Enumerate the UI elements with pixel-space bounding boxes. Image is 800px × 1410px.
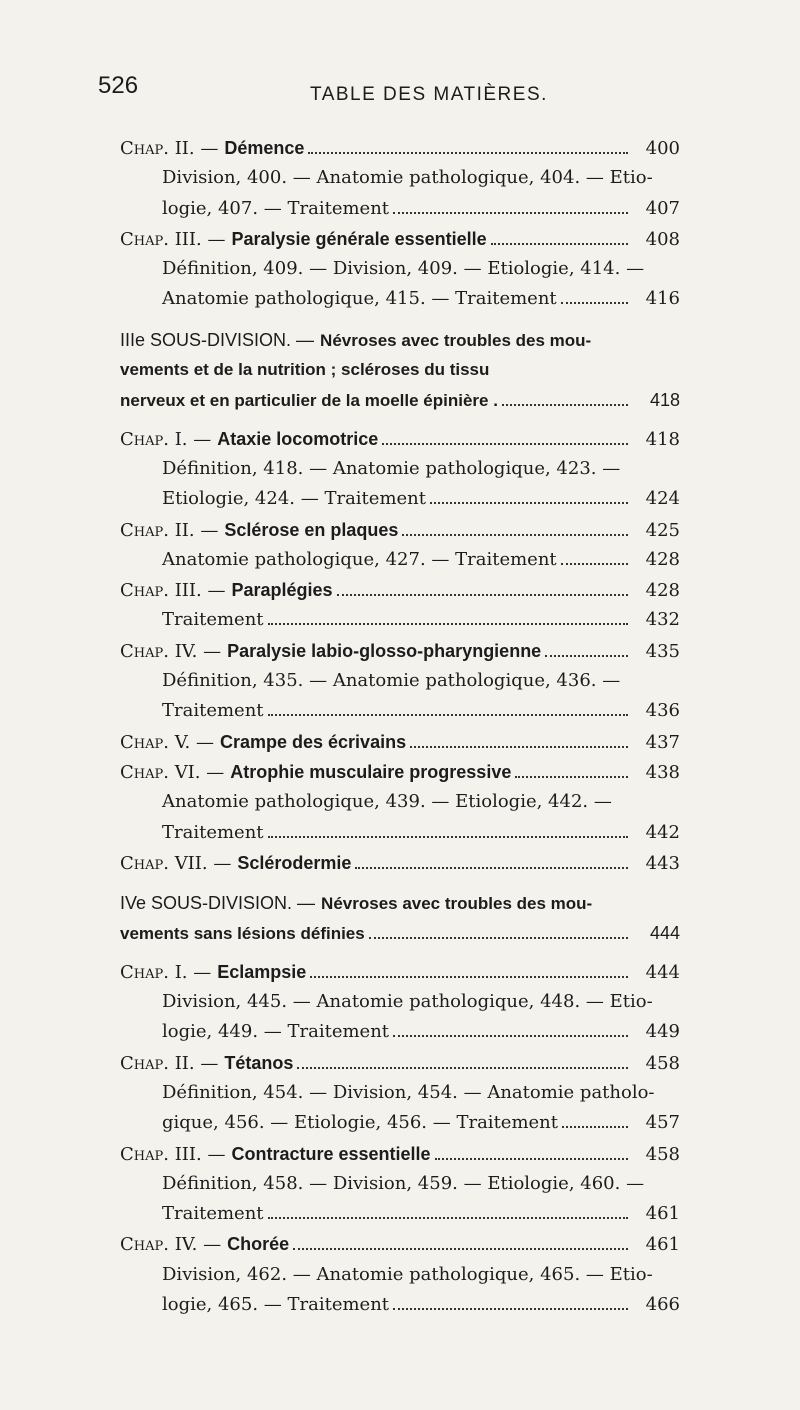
toc-row [120,515,680,545]
dot-leader [308,152,628,154]
subdivision-title: vements et de la nutrition ; scléroses du tissu [120,360,490,380]
chapter-title: Sclérodermie [237,852,352,873]
chapter-label: Chap. II. — [120,519,219,541]
chapter-label: Chap. I. — [120,428,212,450]
page-ref: 449 [645,1021,680,1043]
dot-leader [393,1308,628,1310]
toc-row [120,1229,680,1259]
page-ref: 418 [649,390,680,411]
entry-text: Etiologie, 424. — Traitement [162,488,426,510]
toc-row [120,325,680,355]
entry-text: Division, 462. — Anatomie pathologique, 465. — Etio- [162,1263,653,1285]
toc-row [120,1169,680,1199]
dot-leader [293,1248,628,1250]
dot-leader [410,746,628,748]
entry-text: Définition, 458. — Division, 459. — Etiologie, 460. — [162,1172,645,1194]
dot-leader [337,594,628,596]
chapter-title: Démence [224,138,305,158]
entry-text: Anatomie pathologique, 439. — Etiologie, 442. — [162,791,612,813]
toc-row [120,1108,680,1138]
toc-row [120,224,680,254]
toc-row [120,424,680,454]
toc-row [120,163,680,193]
chapter-label: Chap. III. — [120,1143,226,1165]
dot-leader [382,443,628,445]
page-ref: 400 [645,138,680,159]
dot-leader [561,302,628,304]
page-ref: 435 [645,640,680,662]
running-title: TABLE DES MATIÈRES. [310,84,548,105]
chapter-label: Chap. IV. — [120,1234,222,1256]
toc-row [120,254,680,284]
dot-leader [430,502,628,504]
page-ref: 425 [645,519,680,541]
chapter-title: Tétanos [224,1052,294,1073]
toc-row [120,1260,680,1290]
dot-leader [268,623,628,625]
page-ref: 407 [645,197,680,219]
entry-text: Définition, 418. — Anatomie pathologique, 423. — [162,457,621,479]
dot-leader [393,1035,628,1037]
entry-text: logie, 407. — Traitement [162,197,390,219]
chapter-label: Chap. II. — [120,138,219,159]
toc-row [120,605,680,635]
entry-text: Traitement [162,1203,264,1225]
chapter-label: Chap. III. — [120,580,226,602]
dot-leader [310,976,628,978]
toc-row [120,1078,680,1108]
chapter-label: Chap. I. — [120,961,212,983]
page-ref: 424 [645,488,680,510]
toc-row [120,957,680,987]
entry-text: Division, 445. — Anatomie pathologique, 448. — Etio- [162,991,653,1013]
dot-leader [402,534,628,536]
subdivision-heading [120,888,680,949]
toc-row [120,355,680,385]
page-ref: 428 [645,548,680,570]
toc-row [120,1048,680,1078]
page-ref: 461 [645,1203,680,1225]
page-ref: 444 [645,961,680,983]
toc-row [120,1199,680,1229]
page-ref: 458 [645,1143,680,1165]
chapter-title: Paralysie générale essentielle [231,228,487,249]
dot-leader [561,563,628,565]
subdivision-heading [120,325,680,416]
dot-leader [491,243,628,245]
entry-text: Traitement [162,821,264,843]
dot-leader [545,655,628,657]
toc-row [120,727,680,757]
entry-text: Traitement [162,609,264,631]
subdivision-title: vements sans lésions définies [120,924,365,944]
subdivision-number: IIIe SOUS-DIVISION. — [120,329,315,350]
chapter-title: Atrophie musculaire progressive [230,761,512,782]
entry-text: Division, 400. — Anatomie pathologique, 404. — Etio- [162,167,653,189]
page-ref: 437 [645,731,680,753]
toc-row [120,575,680,605]
chapter-label: Chap. IV. — [120,640,222,662]
entry-text: Définition, 435. — Anatomie pathologique, 436. — [162,670,621,692]
toc-row [120,454,680,484]
entry-text: Traitement [162,700,264,722]
dot-leader [268,836,628,838]
dot-leader [355,867,628,869]
page-ref: 444 [649,923,680,944]
page-ref: 432 [645,609,680,631]
toc-row [120,848,680,878]
subdivision-number: IVe SOUS-DIVISION. — [120,893,316,914]
dot-leader [515,776,628,778]
chapter-label: Chap. III. — [120,228,226,250]
table-of-contents [120,133,680,1320]
page-ref: 408 [645,228,680,250]
toc-row [120,918,680,948]
entry-text: gique, 456. — Etiologie, 456. — Traitement [162,1112,558,1134]
toc-row [120,545,680,575]
subdivision-title: Névroses avec troubles des mou- [320,330,592,350]
toc-row [120,818,680,848]
chapter-label: Chap. V. — [120,731,214,753]
dot-leader [435,1158,628,1160]
chapter-label: Chap. VII. — [120,852,232,874]
page-ref: 457 [645,1112,680,1134]
page-ref: 418 [645,428,680,450]
toc-row [120,1290,680,1320]
toc-row [120,484,680,514]
toc-row [120,194,680,224]
page-number: 526 [98,72,139,99]
entry-text: logie, 465. — Traitement [162,1293,390,1315]
page-ref: 458 [645,1052,680,1074]
chapter-title: Ataxie locomotrice [217,428,379,449]
chapter-title: Contracture essentielle [231,1143,431,1164]
toc-row [120,888,680,918]
dot-leader [393,212,628,214]
subdivision-title: Névroses avec troubles des mou- [321,894,593,914]
toc-row [120,1017,680,1047]
page-ref: 442 [645,821,680,843]
toc-row [120,757,680,787]
page-ref: 438 [645,761,680,783]
toc-row [120,1139,680,1169]
dot-leader [268,1217,628,1219]
page-ref: 461 [645,1234,680,1256]
chapter-title: Eclampsie [217,961,307,982]
chapter-title: Paralysie labio-glosso-pharyngienne [227,640,542,661]
entry-text: Anatomie pathologique, 415. — Traitement [162,288,557,310]
dot-leader [369,937,628,939]
toc-row [120,666,680,696]
toc-row [120,987,680,1017]
dot-leader [297,1067,628,1069]
chapter-label: Chap. VI. — [120,761,225,783]
page-ref: 416 [645,288,680,310]
chapter-title: Paraplégies [231,580,333,601]
chapter-title: Sclérose en plaques [224,519,399,540]
chapter-label: Chap. II. — [120,1052,219,1074]
entry-text: Anatomie pathologique, 427. — Traitement [162,548,557,570]
page-ref: 428 [645,580,680,602]
toc-row [120,133,680,163]
toc-row [120,696,680,726]
chapter-title: Chorée [227,1234,290,1255]
entry-text: Définition, 454. — Division, 454. — Anatomie patholo- [162,1081,655,1103]
page-ref: 466 [645,1293,680,1315]
page-ref: 443 [645,852,680,874]
page-ref: 436 [645,700,680,722]
chapter-title: Crampe des écrivains [219,731,407,752]
entry-text: logie, 449. — Traitement [162,1021,390,1043]
subdivision-title: nerveux et en particulier de la moelle épinière . [120,391,498,411]
entry-text: Définition, 409. — Division, 409. — Etiologie, 414. — [162,258,645,280]
toc-row [120,284,680,314]
dot-leader [268,714,628,716]
dot-leader [562,1126,628,1128]
toc-row [120,636,680,666]
dot-leader [502,404,628,406]
toc-row [120,385,680,415]
toc-row [120,787,680,817]
